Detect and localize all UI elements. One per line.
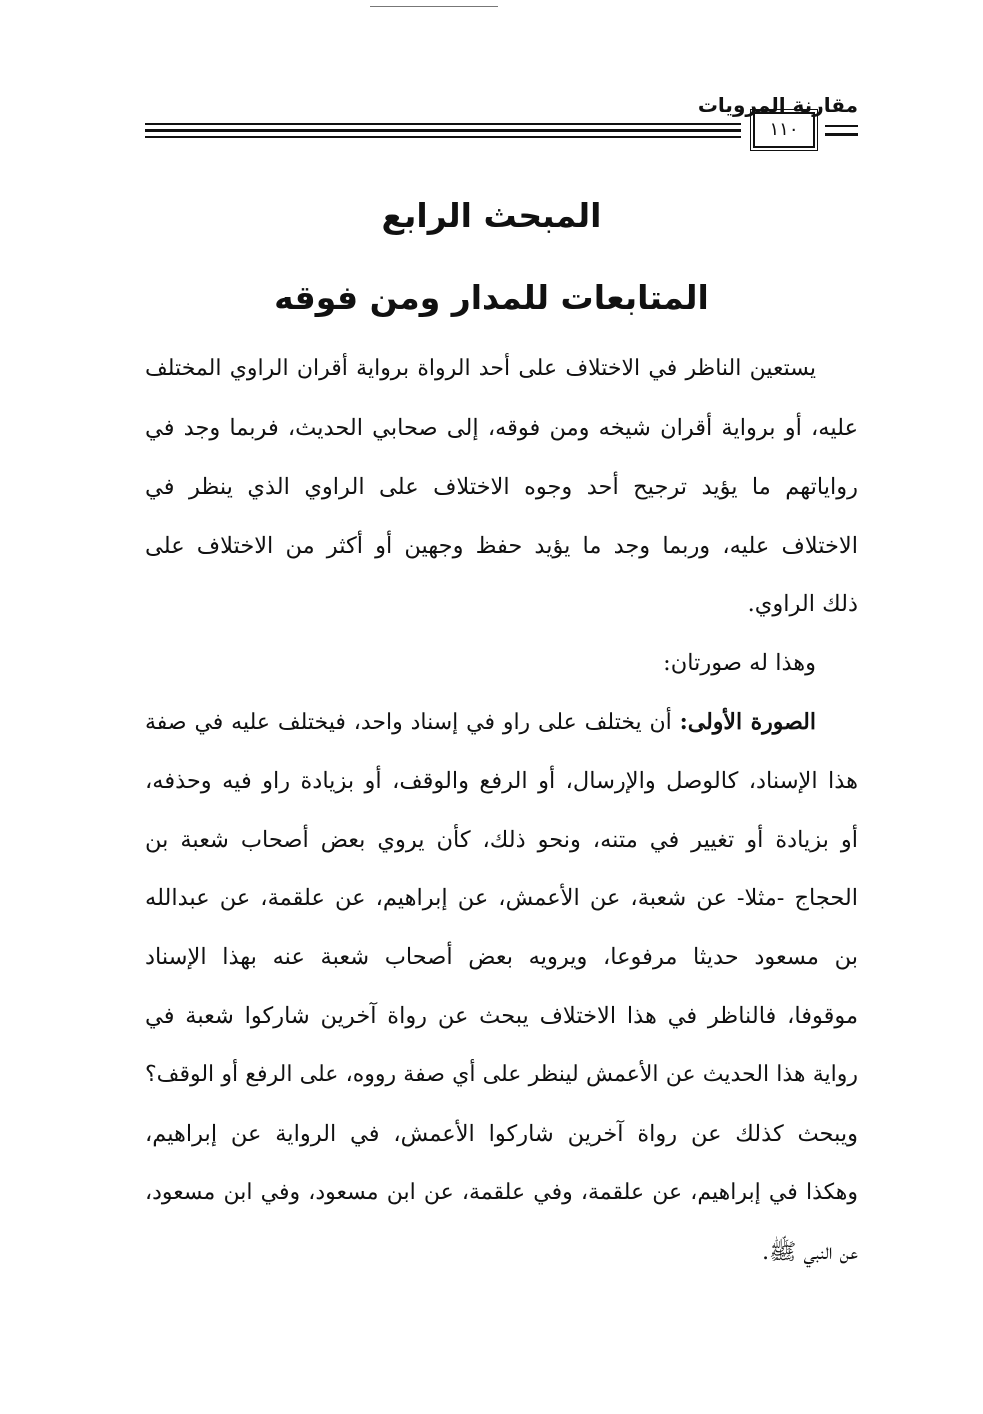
text-line: رواية هذا الحديث عن الأعمش لينظر على أي صفة رووه، على الرفع أو الوقف؟	[145, 1062, 858, 1087]
text-line: الحجاج -مثلا- عن شعبة، عن الأعمش، عن إبراهيم، عن علقمة، عن عبدالله	[145, 885, 858, 911]
text-line: وهذا له صورتان:	[663, 650, 816, 676]
header-rule	[145, 123, 741, 125]
text-line: موقوفا، فالناظر في هذا الاختلاف يبحث عن رواة آخرين شاركوا شعبة في	[145, 1003, 858, 1029]
paragraph-lead: الصورة الأولى:	[679, 709, 816, 735]
text-line: عن النبي ﷺ.	[762, 1239, 858, 1265]
text-line: عليه، أو برواية أقران شيخه ومن فوقه، إلى صحابي الحديث، فربما وجد في	[145, 415, 858, 441]
section-heading: المبحث الرابع	[381, 196, 602, 235]
header-rule-short	[825, 125, 858, 127]
text-line: الاختلاف عليه، وربما وجد ما يؤيد حفظ وجهين أو أكثر من الاختلاف على	[145, 533, 858, 559]
text-line: رواياتهم ما يؤيد ترجيح أحد وجوه الاختلاف على الراوي الذي ينظر في	[145, 474, 858, 500]
running-title: مقارنة المرويات	[697, 93, 858, 117]
header-rule	[145, 129, 741, 132]
paragraph-lead-rest: أن يختلف على راو في إسناد واحد، فيختلف عليه في صفة	[145, 710, 680, 735]
text-line: وهكذا في إبراهيم، عن علقمة، وفي علقمة، عن ابن مسعود، وفي ابن مسعود،	[145, 1180, 858, 1205]
header-rule-short	[825, 133, 858, 136]
top-edge-rule	[370, 6, 498, 7]
header-rule	[145, 136, 741, 138]
section-subtitle: المتابعات للمدار ومن فوقه	[274, 278, 709, 317]
text-line: هذا الإسناد، كالوصل والإرسال، أو الرفع والوقف، أو بزيادة راو فيه وحذفه،	[145, 768, 858, 794]
text-line: بن مسعود حديثا مرفوعا، ويرويه بعض أصحاب شعبة عنه بهذا الإسناد	[145, 944, 858, 970]
text-line: ذلك الراوي.	[747, 591, 858, 617]
text-line: يستعين الناظر في الاختلاف على أحد الرواة برواية أقران الراوي المختلف	[145, 356, 816, 381]
page-number: ١١٠	[753, 112, 815, 148]
page-header	[145, 92, 858, 152]
text-line	[145, 704, 858, 740]
text-line: ويبحث كذلك عن رواة آخرين شاركوا الأعمش، في الرواية عن إبراهيم،	[145, 1121, 858, 1147]
text-line: أو بزيادة أو تغيير في متنه، ونحو ذلك، كأن يروي بعض أصحاب شعبة بن	[145, 827, 858, 853]
